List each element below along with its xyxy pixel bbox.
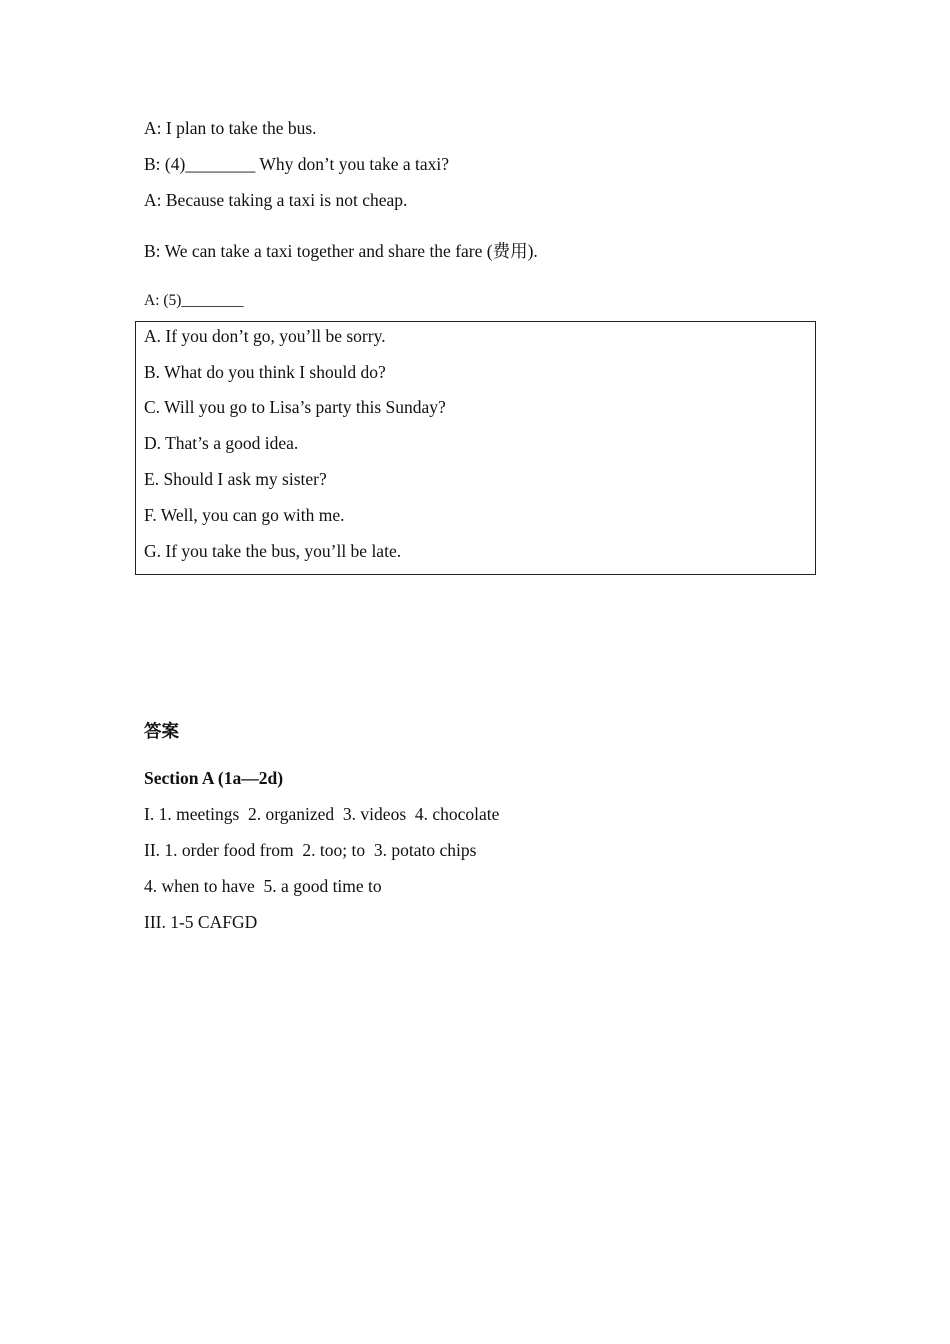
option-b: B. What do you think I should do?	[144, 362, 386, 382]
dialogue-line-3: A: Because taking a taxi is not cheap.	[144, 190, 408, 210]
dialogue-line-5: A: (5)________	[144, 292, 244, 309]
dialogue-line-1: A: I plan to take the bus.	[144, 118, 317, 138]
answers-section-title: Section A (1a—2d)	[144, 768, 284, 788]
option-g: G. If you take the bus, you’ll be late.	[144, 541, 402, 561]
dialogue-line-4: B: We can take a taxi together and share the fare (费用).	[144, 241, 538, 261]
option-f: F. Well, you can go with me.	[144, 505, 345, 525]
option-d: D. That’s a good idea.	[144, 433, 299, 453]
option-c: C. Will you go to Lisa’s party this Sunday?	[144, 397, 446, 417]
answers-heading: 答案	[144, 721, 179, 741]
answer-line-2: II. 1. order food from 2. too; to 3. potato chips	[144, 840, 477, 860]
answer-line-4: III. 1-5 CAFGD	[144, 912, 258, 932]
answer-line-1: I. 1. meetings 2. organized 3. videos 4. chocolate	[144, 804, 500, 824]
options-box	[135, 321, 816, 575]
option-e: E. Should I ask my sister?	[144, 469, 327, 489]
dialogue-line-2: B: (4)________ Why don’t you take a taxi?	[144, 154, 450, 174]
option-a: A. If you don’t go, you’ll be sorry.	[144, 326, 386, 346]
answer-line-3: 4. when to have 5. a good time to	[144, 876, 382, 896]
